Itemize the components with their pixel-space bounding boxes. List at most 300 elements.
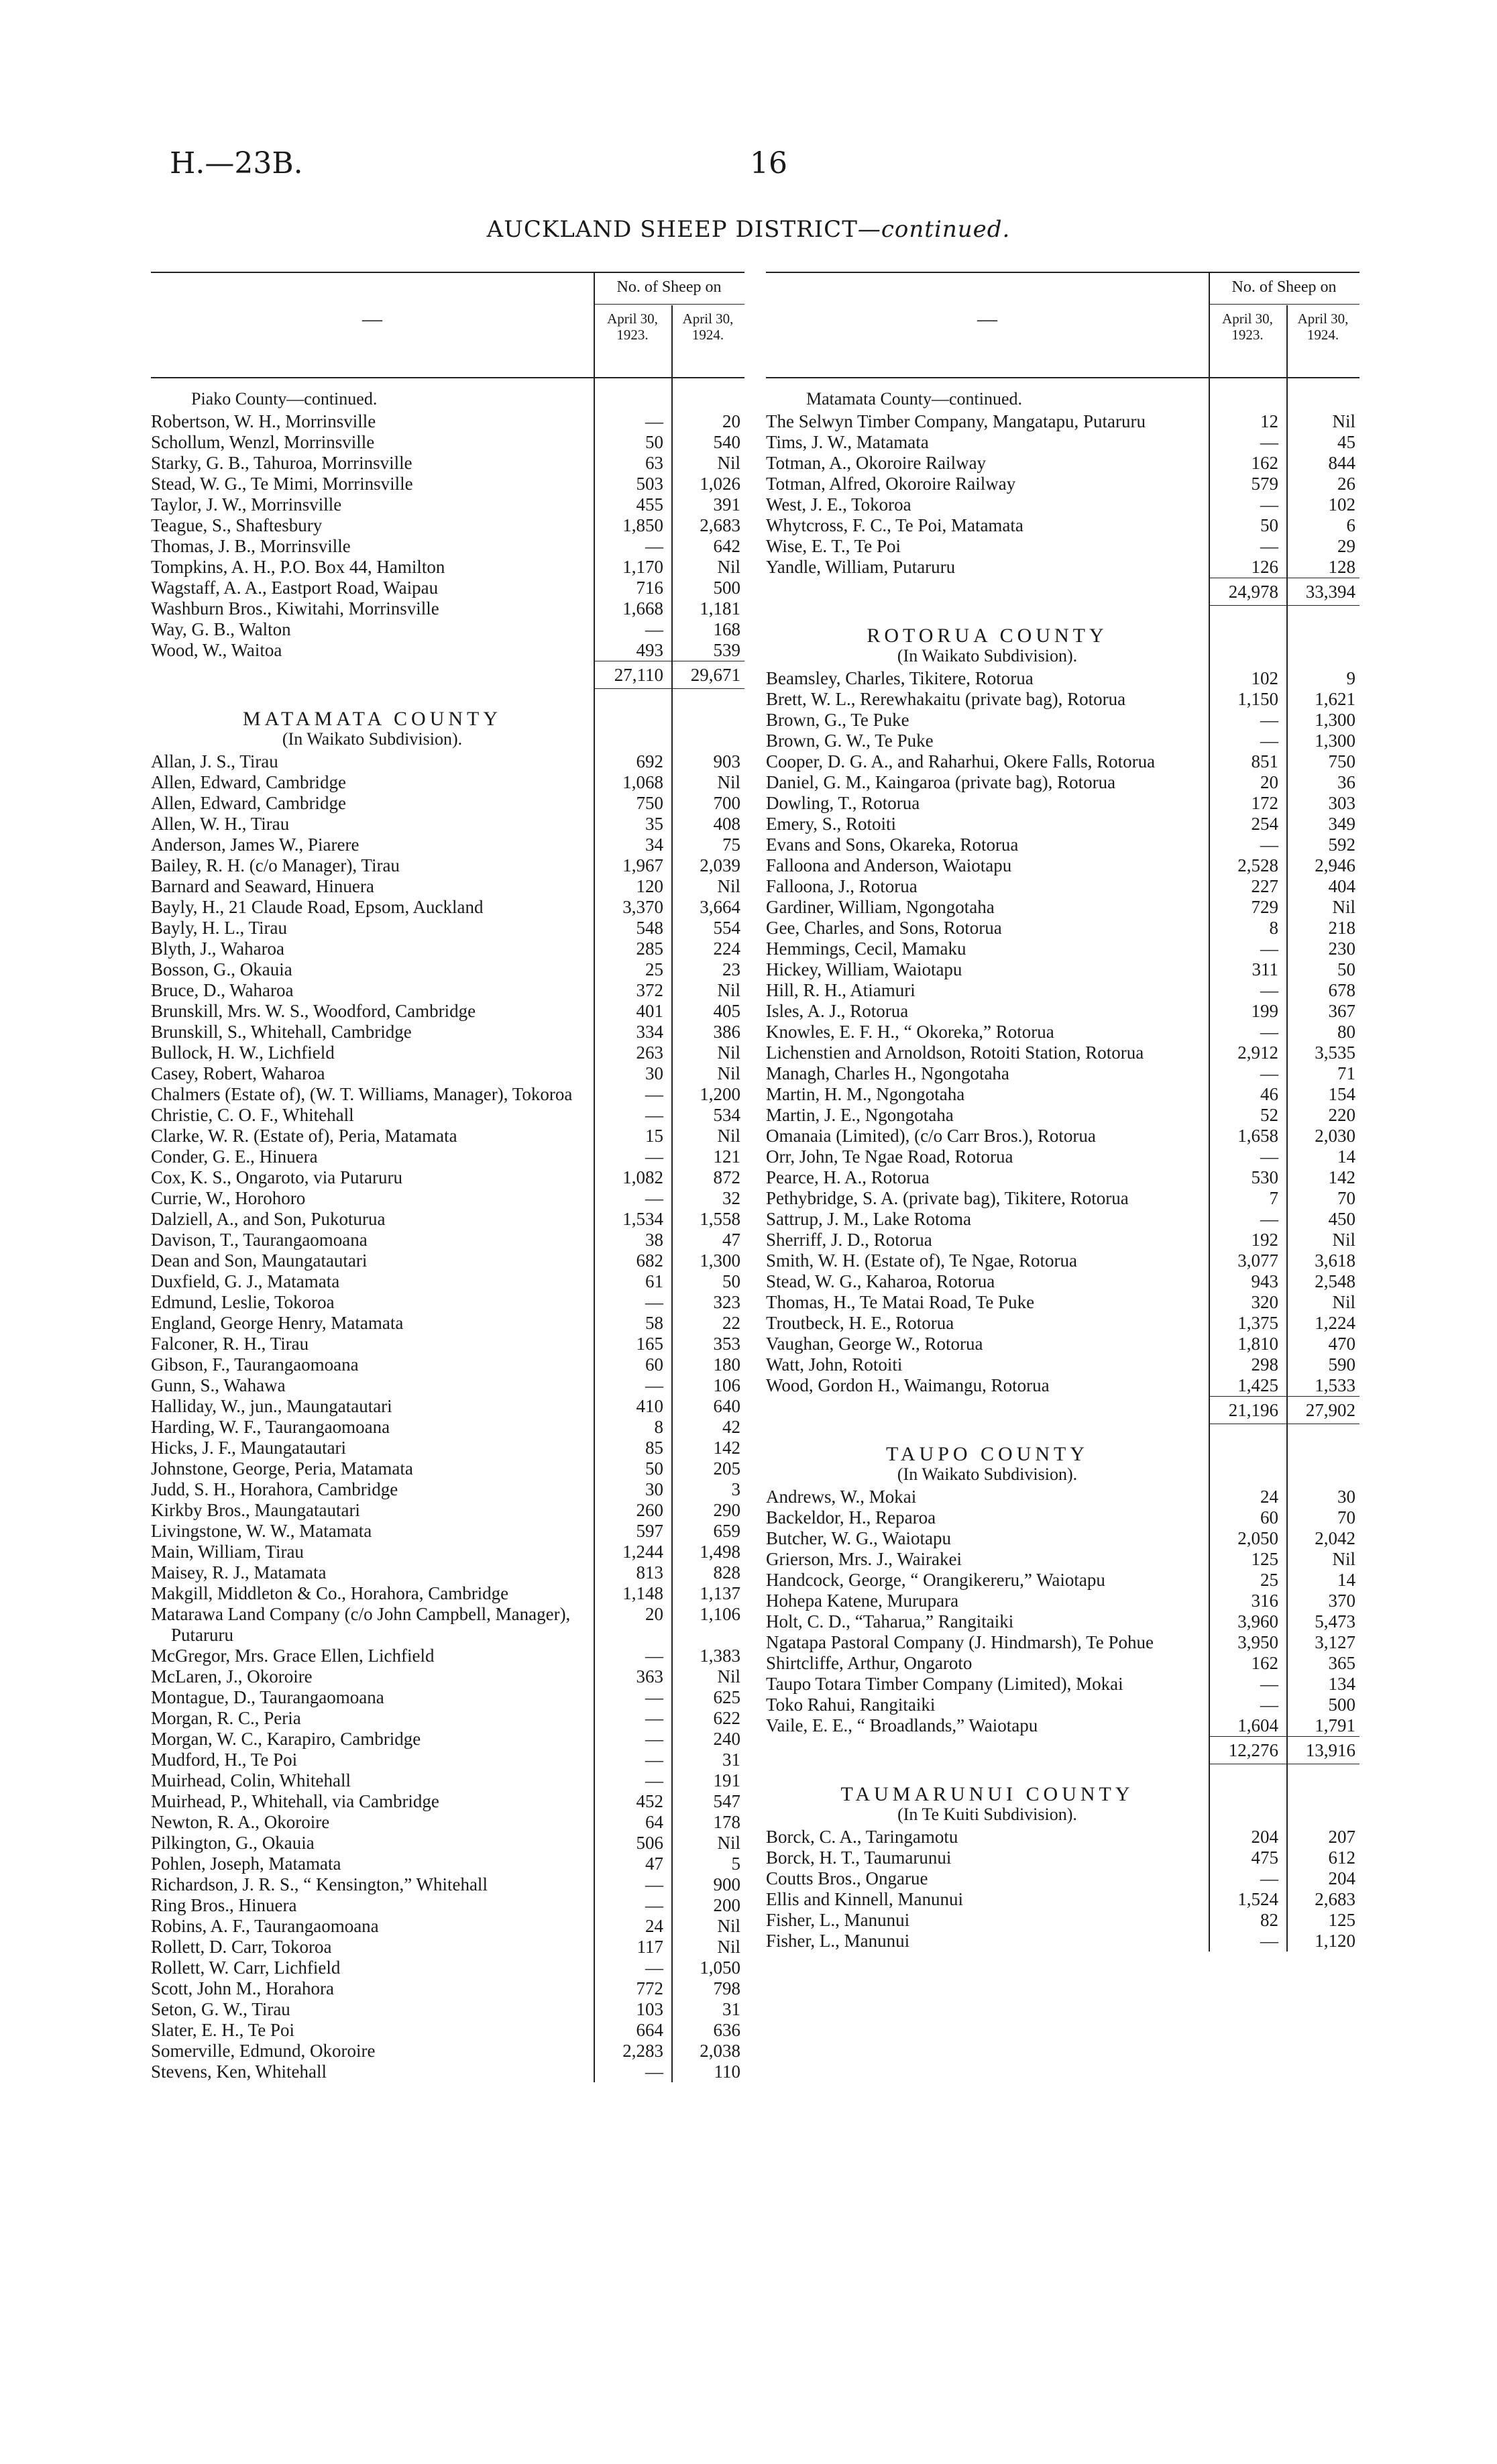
- sheep-1924: Nil: [717, 772, 740, 792]
- owner-name: Bailey, R. H. (c/o Manager), Tirau: [151, 855, 400, 875]
- table-row: [151, 411, 744, 432]
- sheep-1924: 200: [713, 1895, 740, 1915]
- sheep-1924: 3,664: [700, 897, 740, 917]
- header-dash: —: [977, 308, 997, 330]
- sheep-1923: —: [1260, 939, 1278, 959]
- sheep-1923: —: [1260, 1209, 1278, 1229]
- sheep-1923: 692: [636, 751, 663, 771]
- sheep-1924: 386: [713, 1022, 740, 1042]
- table-row: [151, 959, 744, 980]
- table-row: [766, 731, 1360, 751]
- sheep-1923: —: [645, 1146, 663, 1167]
- owner-name: Brunskill, S., Whitehall, Cambridge: [151, 1022, 412, 1042]
- sheep-1923: —: [1260, 432, 1278, 452]
- sheep-1924: 290: [713, 1500, 740, 1520]
- owner-name: Dean and Son, Maungatautari: [151, 1250, 368, 1271]
- sheep-1924: 180: [713, 1354, 740, 1375]
- sheep-1923: 506: [636, 1833, 663, 1853]
- owner-name: Dalziell, A., and Son, Pukoturua: [151, 1209, 386, 1229]
- owner-name: Brunskill, Mrs. W. S., Woodford, Cambridge: [151, 1001, 476, 1021]
- table-row: [151, 536, 744, 557]
- sheep-1924: Nil: [717, 1126, 740, 1146]
- sheep-1923: 192: [1251, 1230, 1278, 1250]
- sheep-1923: —: [645, 2061, 663, 2082]
- sheep-1924: 1,498: [700, 1542, 740, 1562]
- county-heading: TAUPO COUNTY: [885, 1443, 1089, 1465]
- sheep-1923: 50: [645, 432, 663, 452]
- sheep-1923: 455: [636, 494, 663, 515]
- table-row: [151, 453, 744, 474]
- owner-name: Bosson, G., Okauia: [151, 959, 292, 979]
- sheep-1924: 590: [1328, 1354, 1355, 1375]
- sheep-1924: 367: [1328, 1001, 1355, 1021]
- total-row: [766, 1736, 1360, 1764]
- left-table-body: [151, 378, 744, 2082]
- owner-name: Stead, W. G., Kaharoa, Rotorua: [766, 1271, 995, 1291]
- table-row: [151, 515, 744, 536]
- total-1924: 13,916: [1286, 1736, 1360, 1764]
- table-row: [151, 1895, 744, 1916]
- sheep-1923: 1,668: [622, 598, 663, 619]
- table-row: [766, 1146, 1360, 1167]
- sheep-1924: 303: [1328, 793, 1355, 813]
- table-row: [151, 1958, 744, 1978]
- table-row: [766, 710, 1360, 731]
- table-row: [766, 1674, 1360, 1695]
- sheep-1924: 50: [722, 1271, 740, 1291]
- header-group-label: No. of Sheep on: [594, 278, 744, 305]
- owner-name: Davison, T., Taurangaomoana: [151, 1230, 368, 1250]
- sheep-1924: 207: [1328, 1827, 1355, 1847]
- sheep-1923: 254: [1251, 814, 1278, 834]
- sheep-1924: 642: [713, 536, 740, 556]
- sheep-1923: 530: [1251, 1167, 1278, 1187]
- sheep-1924: 205: [713, 1458, 740, 1479]
- sheep-1924: 903: [713, 751, 740, 771]
- total-1923: 12,276: [1209, 1736, 1286, 1764]
- table-row: [766, 1042, 1360, 1063]
- owner-name: Grierson, Mrs. J., Wairakei: [766, 1549, 962, 1569]
- sheep-1923: 12: [1260, 411, 1278, 431]
- sheep-1924: 218: [1328, 918, 1355, 938]
- sheep-1923: 47: [645, 1854, 663, 1874]
- owner-name: Watt, John, Rotoiti: [766, 1354, 903, 1375]
- table-row: [766, 1250, 1360, 1271]
- sheep-1924: 110: [714, 2061, 740, 2082]
- owner-name: Gibson, F., Taurangaomoana: [151, 1354, 359, 1375]
- table-row: [766, 1230, 1360, 1250]
- page-number: 16: [750, 146, 787, 180]
- table-row: [151, 1001, 744, 1022]
- sheep-1923: 943: [1251, 1271, 1278, 1291]
- sheep-1923: 1,244: [622, 1542, 663, 1562]
- sheep-1924: 1,200: [700, 1084, 740, 1104]
- table-row: [151, 939, 744, 959]
- table-row: [766, 1868, 1360, 1889]
- sheep-1923: 85: [645, 1438, 663, 1458]
- sheep-1923: 117: [636, 1937, 663, 1957]
- table-row: [151, 494, 744, 515]
- owner-name: Falloona, J., Rotorua: [766, 876, 918, 896]
- sheep-1924: 32: [722, 1188, 740, 1208]
- table-row: [766, 494, 1360, 515]
- sheep-1923: —: [1260, 1022, 1278, 1042]
- sheep-1923: 410: [636, 1396, 663, 1416]
- sheep-1924: 678: [1328, 980, 1355, 1000]
- sheep-1923: 24: [645, 1916, 663, 1936]
- owner-name: Backeldor, H., Reparoa: [766, 1507, 936, 1528]
- sheep-1924: Nil: [717, 876, 740, 896]
- owner-name: Muirhead, P., Whitehall, via Cambridge: [151, 1791, 439, 1811]
- table-row: [151, 1666, 744, 1687]
- sheep-1924: 1,558: [700, 1209, 740, 1229]
- sheep-1923: 52: [1260, 1105, 1278, 1125]
- owner-name: Bruce, D., Waharoa: [151, 980, 294, 1000]
- sheep-1923: 34: [645, 835, 663, 855]
- owner-name: Morgan, W. C., Karapiro, Cambridge: [151, 1729, 421, 1749]
- sheep-1924: 539: [713, 640, 740, 660]
- total-row: [766, 578, 1360, 606]
- table-row: [151, 557, 744, 578]
- table-row: [151, 1978, 744, 1999]
- owner-name: Managh, Charles H., Ngongotaha: [766, 1063, 1009, 1083]
- table-row: [151, 1999, 744, 2020]
- sheep-1924: 102: [1328, 494, 1355, 515]
- owner-name: Holt, C. D., “Taharua,” Rangitaiki: [766, 1611, 1014, 1631]
- table-row: [151, 1313, 744, 1334]
- sheep-1923: 813: [636, 1562, 663, 1583]
- sheep-1923: 125: [1251, 1549, 1278, 1569]
- table-row: [151, 980, 744, 1001]
- owner-name: Smith, W. H. (Estate of), Te Ngae, Rotorua: [766, 1250, 1078, 1271]
- sheep-1924: 42: [722, 1417, 740, 1437]
- sheep-1923: 165: [636, 1334, 663, 1354]
- sheep-1923: 120: [636, 876, 663, 896]
- sheep-1924: 798: [713, 1978, 740, 1998]
- sheep-1924: 391: [713, 494, 740, 515]
- sheep-1924: 408: [713, 814, 740, 834]
- sheep-1923: 285: [636, 939, 663, 959]
- sheep-1924: 3,618: [1315, 1250, 1355, 1271]
- owner-name: Rollett, D. Carr, Tokoroa: [151, 1937, 332, 1957]
- owner-name: Andrews, W., Mokai: [766, 1487, 917, 1507]
- sheep-1923: 20: [645, 1604, 663, 1624]
- table-row: [151, 1167, 744, 1188]
- table-row: [766, 1001, 1360, 1022]
- sheep-1924: 191: [713, 1770, 740, 1790]
- sheep-1923: 372: [636, 980, 663, 1000]
- sheep-1923: 851: [1251, 751, 1278, 771]
- sheep-1923: 316: [1251, 1591, 1278, 1611]
- sheep-1923: 102: [1251, 668, 1278, 688]
- owner-name: McLaren, J., Okoroire: [151, 1666, 313, 1686]
- table-row: [766, 855, 1360, 876]
- sheep-1923: —: [1260, 1674, 1278, 1694]
- total-1924: 29,671: [671, 661, 744, 689]
- table-row: [151, 1604, 744, 1646]
- sheep-1924: 75: [722, 835, 740, 855]
- table-row: [151, 1583, 744, 1604]
- sheep-1924: 500: [713, 578, 740, 598]
- sheep-1923: 2,283: [622, 2041, 663, 2061]
- county-heading: TAUMARUNUI COUNTY: [840, 1783, 1134, 1805]
- sheep-1924: Nil: [1332, 1292, 1355, 1312]
- table-row: [766, 918, 1360, 939]
- sheep-1924: 36: [1337, 772, 1355, 792]
- sheep-1923: 452: [636, 1791, 663, 1811]
- table-row: [151, 1916, 744, 1937]
- owner-name: Christie, C. O. F., Whitehall: [151, 1105, 354, 1125]
- owner-name: Gee, Charles, and Sons, Rotorua: [766, 918, 1002, 938]
- owner-name: Makgill, Middleton & Co., Horahora, Cambridge: [151, 1583, 509, 1603]
- owner-name: Fisher, L., Manunui: [766, 1910, 910, 1930]
- table-row: [151, 1542, 744, 1562]
- table-row: [766, 1354, 1360, 1375]
- sheep-1923: 227: [1251, 876, 1278, 896]
- owner-name: Yandle, William, Putaruru: [766, 557, 956, 577]
- sheep-1924: Nil: [717, 557, 740, 577]
- owner-name: Cooper, D. G. A., and Raharhui, Okere Falls, Rotorua: [766, 751, 1156, 771]
- owner-name: Robins, A. F., Taurangaomoana: [151, 1916, 379, 1936]
- sheep-1924: 29: [1337, 536, 1355, 556]
- right-column: [766, 272, 1360, 1951]
- sheep-1923: —: [645, 1874, 663, 1894]
- owner-name: Allen, Edward, Cambridge: [151, 793, 346, 813]
- owner-name: Harding, W. F., Taurangaomoana: [151, 1417, 390, 1437]
- table-row: [766, 1313, 1360, 1334]
- section-heading: Matamata County—continued.: [806, 389, 1023, 409]
- owner-name: Vaughan, George W., Rotorua: [766, 1334, 983, 1354]
- table-row: [766, 980, 1360, 1001]
- sheep-1924: 844: [1328, 453, 1355, 473]
- table-row: [766, 1487, 1360, 1507]
- table-row: [766, 689, 1360, 710]
- table-row: [151, 1708, 744, 1729]
- owner-name: Halliday, W., jun., Maungatautari: [151, 1396, 392, 1416]
- table-row: [151, 1874, 744, 1895]
- owner-name: Borck, H. T., Taumarunui: [766, 1847, 952, 1868]
- sheep-1924: 625: [713, 1687, 740, 1707]
- sheep-1924: 1,181: [700, 598, 740, 619]
- sheep-1924: 540: [713, 432, 740, 452]
- owner-name: Hickey, William, Waiotapu: [766, 959, 962, 979]
- sheep-1924: 2,039: [700, 855, 740, 875]
- sheep-1924: 370: [1328, 1591, 1355, 1611]
- table-row: [151, 855, 744, 876]
- owner-name: Hemmings, Cecil, Mamaku: [766, 939, 966, 959]
- total-spacer: [766, 578, 1209, 606]
- table-row: [151, 1854, 744, 1874]
- sheep-1923: 597: [636, 1521, 663, 1541]
- total-1924: 27,902: [1286, 1396, 1360, 1424]
- sheep-1924: 1,137: [700, 1583, 740, 1603]
- table-row: [766, 668, 1360, 689]
- sheep-1923: 50: [1260, 515, 1278, 535]
- sheep-1923: 1,967: [622, 855, 663, 875]
- sheep-1924: 14: [1337, 1570, 1355, 1590]
- table-row: [151, 918, 744, 939]
- table-row: [151, 2020, 744, 2041]
- owner-name: Way, G. B., Walton: [151, 619, 291, 639]
- owner-name: Conder, G. E., Hinuera: [151, 1146, 318, 1167]
- sheep-1924: Nil: [717, 1666, 740, 1686]
- owner-name: Shirtcliffe, Arthur, Ongaroto: [766, 1653, 973, 1673]
- header-col-1923: April 30, 1923.: [1222, 311, 1273, 343]
- sheep-1924: 125: [1328, 1910, 1355, 1930]
- table-row: [766, 1847, 1360, 1868]
- table-row: [151, 1354, 744, 1375]
- sheep-1923: 60: [645, 1354, 663, 1375]
- owner-name: Currie, W., Horohoro: [151, 1188, 306, 1208]
- table-row: [151, 1729, 744, 1750]
- table-row: [151, 474, 744, 494]
- owner-name: Stevens, Ken, Whitehall: [151, 2061, 327, 2082]
- owner-name: Livingstone, W. W., Matamata: [151, 1521, 372, 1541]
- owner-name: Isles, A. J., Rotorua: [766, 1001, 909, 1021]
- sheep-1923: 475: [1251, 1847, 1278, 1868]
- sheep-1924: 2,038: [700, 2041, 740, 2061]
- owner-name: Martin, J. E., Ngongotaha: [766, 1105, 954, 1125]
- table-row: [766, 1611, 1360, 1632]
- sheep-1924: 1,106: [700, 1604, 740, 1624]
- owner-name: Orr, John, Te Ngae Road, Rotorua: [766, 1146, 1013, 1167]
- sheep-1924: 154: [1328, 1084, 1355, 1104]
- table-row: [766, 432, 1360, 453]
- sheep-1924: Nil: [717, 1833, 740, 1853]
- table-row: [766, 1292, 1360, 1313]
- sheep-1923: —: [1260, 1695, 1278, 1715]
- owner-name: McGregor, Mrs. Grace Ellen, Lichfield: [151, 1646, 435, 1666]
- owner-name: Lichenstien and Arnoldson, Rotoiti Station, Rotorua: [766, 1042, 1144, 1063]
- table-row: [766, 557, 1360, 578]
- table-row: [151, 1063, 744, 1084]
- owner-name: Whytcross, F. C., Te Poi, Matamata: [766, 515, 1023, 535]
- sheep-1923: 1,148: [622, 1583, 663, 1603]
- sheep-1924: 404: [1328, 876, 1355, 896]
- table-row: [766, 1715, 1360, 1736]
- sheep-1924: 224: [713, 939, 740, 959]
- sheep-1924: 592: [1328, 835, 1355, 855]
- sheep-1924: 534: [713, 1105, 740, 1125]
- owner-name: The Selwyn Timber Company, Mangatapu, Putaruru: [766, 411, 1146, 431]
- owner-name: Teague, S., Shaftesbury: [151, 515, 323, 535]
- table-row: [151, 1500, 744, 1521]
- section-heading: Piako County—continued.: [191, 389, 378, 409]
- table-row: [766, 1632, 1360, 1653]
- sheep-1924: 142: [713, 1438, 740, 1458]
- sheep-1923: 1,604: [1237, 1715, 1278, 1735]
- sheep-1924: 80: [1337, 1022, 1355, 1042]
- sheep-1923: 103: [636, 1999, 663, 2019]
- sheep-1924: 168: [713, 619, 740, 639]
- table-row: [766, 453, 1360, 474]
- left-column: [151, 272, 744, 2082]
- owner-name: Omanaia (Limited), (c/o Carr Bros.), Rotorua: [766, 1126, 1096, 1146]
- owner-name: Tompkins, A. H., P.O. Box 44, Hamilton: [151, 557, 445, 577]
- table-row: [766, 959, 1360, 980]
- owner-name: Washburn Bros., Kiwitahi, Morrinsville: [151, 598, 439, 619]
- sheep-1924: 2,946: [1315, 855, 1355, 875]
- table-row: [766, 1653, 1360, 1674]
- table-row: [151, 1188, 744, 1209]
- table-row: [766, 1528, 1360, 1549]
- sheep-1923: 30: [645, 1063, 663, 1083]
- header-group-label: No. of Sheep on: [1209, 278, 1360, 305]
- total-spacer: [766, 1736, 1209, 1764]
- sheep-1924: 622: [713, 1708, 740, 1728]
- sheep-1923: 3,950: [1237, 1632, 1278, 1652]
- table-row: [766, 1334, 1360, 1354]
- sheep-1924: 3: [731, 1479, 740, 1499]
- county-subdivision: (In Waikato Subdivision).: [282, 729, 463, 749]
- table-row: [766, 536, 1360, 557]
- sheep-1924: 1,383: [700, 1646, 740, 1666]
- table-row: [151, 1209, 744, 1230]
- owner-name: Thomas, H., Te Matai Road, Te Puke: [766, 1292, 1035, 1312]
- table-row: [766, 1126, 1360, 1146]
- table-row: [151, 1750, 744, 1770]
- sheep-1923: 716: [636, 578, 663, 598]
- table-row: [151, 793, 744, 814]
- table-row: [151, 835, 744, 855]
- sheep-1923: 3,960: [1237, 1611, 1278, 1631]
- owner-name: Newton, R. A., Okoroire: [151, 1812, 330, 1832]
- sheep-1924: Nil: [1332, 1230, 1355, 1250]
- sheep-1924: 106: [713, 1375, 740, 1395]
- sheep-1924: 178: [713, 1812, 740, 1832]
- owner-name: Wood, Gordon H., Waimangu, Rotorua: [766, 1375, 1050, 1395]
- sheep-1923: —: [1260, 1868, 1278, 1888]
- table-row: [151, 876, 744, 897]
- table-row: [151, 1770, 744, 1791]
- total-1923: 24,978: [1209, 578, 1286, 606]
- table-row: [151, 432, 744, 453]
- header-col-1924: April 30, 1924.: [1297, 311, 1349, 343]
- sheep-1923: —: [1260, 1931, 1278, 1951]
- sheep-1924: 828: [713, 1562, 740, 1583]
- header-col-1924: April 30, 1924.: [682, 311, 734, 343]
- sheep-1924: 349: [1328, 814, 1355, 834]
- sheep-1924: Nil: [1332, 897, 1355, 917]
- sheep-1924: 1,621: [1315, 689, 1355, 709]
- table-header: [151, 272, 744, 378]
- sheep-1923: 24: [1260, 1487, 1278, 1507]
- owner-name: Somerville, Edmund, Okoroire: [151, 2041, 376, 2061]
- table-row: [151, 640, 744, 661]
- owner-name: England, George Henry, Matamata: [151, 1313, 404, 1333]
- county-subdivision: (In Te Kuiti Subdivision).: [897, 1805, 1077, 1824]
- sheep-1924: 612: [1328, 1847, 1355, 1868]
- owner-name: Rollett, W. Carr, Lichfield: [151, 1958, 341, 1978]
- table-row: [151, 1646, 744, 1666]
- sheep-1924: 121: [713, 1146, 740, 1167]
- header-col-1923: April 30, 1923.: [607, 311, 658, 343]
- sheep-1923: —: [645, 536, 663, 556]
- owner-name: Casey, Robert, Waharoa: [151, 1063, 325, 1083]
- owner-name: Wood, W., Waitoa: [151, 640, 282, 660]
- sheep-1924: 31: [722, 1999, 740, 2019]
- owner-name: Ring Bros., Hinuera: [151, 1895, 297, 1915]
- table-row: [766, 1375, 1360, 1396]
- sheep-1923: 63: [645, 453, 663, 473]
- sheep-1923: 50: [645, 1458, 663, 1479]
- owner-name: Judd, S. H., Horahora, Cambridge: [151, 1479, 398, 1499]
- sheep-1923: 682: [636, 1250, 663, 1271]
- sheep-1923: —: [645, 1750, 663, 1770]
- table-row: [766, 1105, 1360, 1126]
- sheep-1924: 1,050: [700, 1958, 740, 1978]
- sheep-1924: 353: [713, 1334, 740, 1354]
